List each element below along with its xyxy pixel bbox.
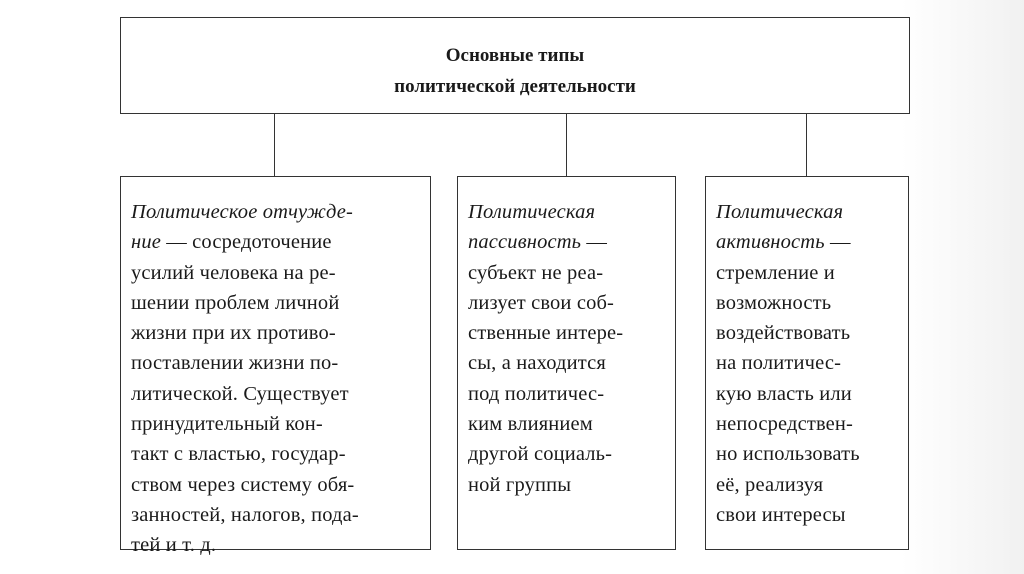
description-text: её, реализуя	[716, 473, 824, 496]
type-description	[716, 197, 902, 530]
description-text: воздействовать	[716, 322, 851, 345]
description-line	[716, 470, 902, 500]
description-text: возможность	[716, 291, 832, 314]
description-line	[468, 348, 669, 378]
description-line	[131, 379, 424, 409]
description-text: литической. Существует	[131, 382, 349, 405]
description-text: занностей, налогов, пода-	[131, 503, 359, 526]
description-line	[131, 530, 424, 560]
description-text: —	[824, 231, 851, 254]
description-text: свои интересы	[716, 503, 846, 526]
description-text: поставлении жизни по-	[131, 352, 339, 375]
description-text: — сосредоточение	[160, 231, 332, 254]
description-line	[468, 227, 669, 257]
description-text: принудительный кон-	[131, 413, 323, 436]
description-line	[131, 439, 424, 469]
description-line	[131, 258, 424, 288]
description-text: кую власть или	[716, 382, 852, 405]
description-text: сы, а находится	[468, 352, 606, 375]
description-text: ством через систему обя-	[131, 473, 355, 496]
type-box-political-activity	[705, 176, 909, 550]
description-line	[468, 379, 669, 409]
description-line	[468, 318, 669, 348]
description-line	[716, 197, 902, 227]
term-text: активность	[716, 231, 825, 254]
description-line	[131, 409, 424, 439]
description-text: стремление и	[716, 261, 835, 284]
diagram-title	[121, 40, 909, 102]
description-text: ким влиянием	[468, 413, 593, 436]
description-text: но использовать	[716, 443, 860, 466]
description-line	[716, 288, 902, 318]
description-line	[468, 197, 669, 227]
term-text: Политическая	[716, 201, 844, 223]
description-line	[716, 258, 902, 288]
description-line	[716, 348, 902, 378]
connector-line-2	[566, 114, 567, 176]
term-text: Политическое отчужде-	[131, 201, 353, 223]
diagram-title-box	[120, 17, 910, 114]
description-text: жизни при их противо-	[131, 322, 336, 345]
type-description	[468, 197, 669, 500]
description-line	[131, 197, 424, 227]
description-line	[468, 439, 669, 469]
description-line	[131, 348, 424, 378]
description-text: ственные интере-	[468, 322, 624, 345]
description-text: ной группы	[468, 473, 572, 496]
description-text: непосредствен-	[716, 413, 854, 436]
description-text: под политичес-	[468, 382, 605, 405]
connector-line-1	[274, 114, 275, 176]
description-text: лизует свои соб-	[468, 291, 615, 314]
type-description	[131, 197, 424, 561]
description-line	[716, 409, 902, 439]
type-box-political-passivity	[457, 176, 676, 550]
description-text: тей и т. д.	[131, 534, 217, 557]
description-text: —	[581, 231, 608, 254]
description-text: такт с властью, государ-	[131, 443, 346, 466]
diagram-title-line: политической деятельности	[394, 76, 636, 97]
description-text: субъект не реа-	[468, 261, 604, 284]
description-text: шении проблем личной	[131, 291, 340, 314]
term-text: Политическая	[468, 201, 596, 223]
description-text: другой социаль-	[468, 443, 613, 466]
diagram-title-line: Основные типы	[445, 45, 585, 66]
description-line	[131, 227, 424, 257]
description-line	[468, 409, 669, 439]
description-line	[716, 500, 902, 530]
term-text: пассивность	[468, 231, 582, 254]
description-line	[468, 470, 669, 500]
description-text: усилий человека на ре-	[131, 261, 336, 284]
description-line	[716, 379, 902, 409]
description-line	[716, 439, 902, 469]
type-box-political-alienation	[120, 176, 431, 557]
connector-line-3	[806, 114, 807, 176]
term-text: ние	[131, 231, 161, 254]
description-line	[131, 288, 424, 318]
description-line	[716, 318, 902, 348]
description-text: на политичес-	[716, 352, 842, 375]
description-line	[131, 318, 424, 348]
description-line	[468, 288, 669, 318]
description-line	[131, 500, 424, 530]
description-line	[468, 258, 669, 288]
description-line	[131, 470, 424, 500]
description-line	[716, 227, 902, 257]
